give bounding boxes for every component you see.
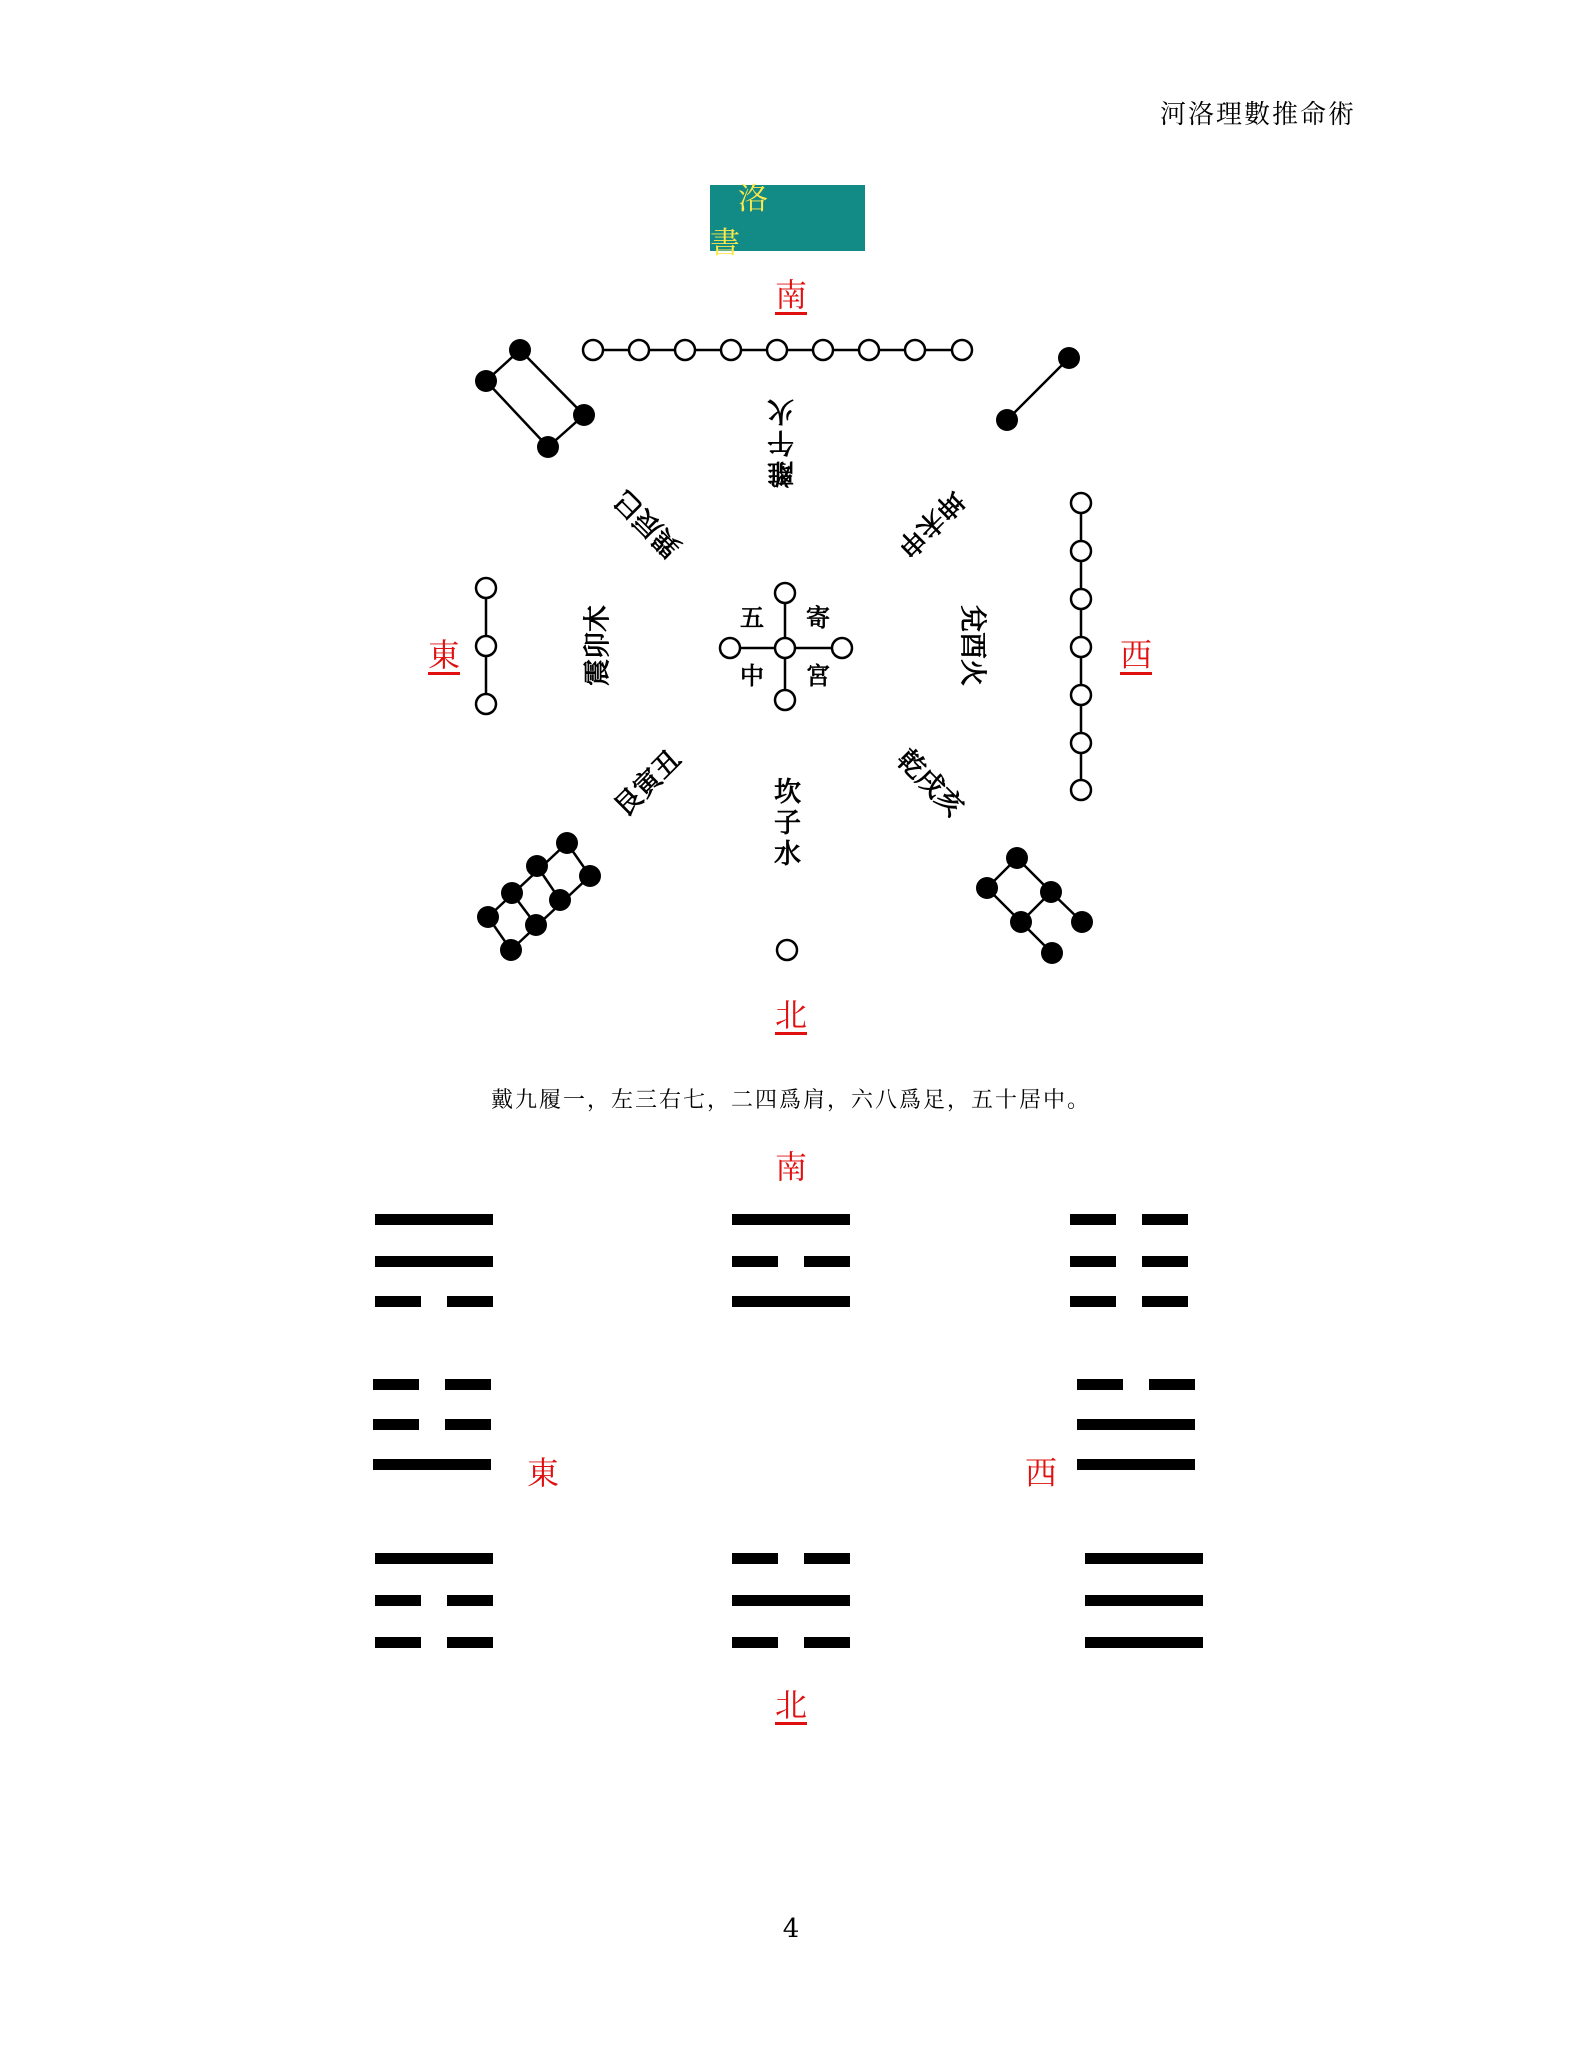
trigram-southwest bbox=[1070, 1214, 1188, 1307]
palace-southeast-label: 巽辰巳 bbox=[608, 483, 688, 564]
direction-south: 南 bbox=[775, 276, 808, 314]
trigram-direction-east: 東 bbox=[527, 1454, 560, 1492]
book-title: 河洛理數推命術 bbox=[1160, 100, 1357, 130]
caption: 戴九履一，左三右七，二四爲肩，六八爲足，五十居中。 bbox=[490, 1088, 1091, 1113]
center-char-gong: 宮 bbox=[806, 661, 830, 690]
trigram-northwest bbox=[1085, 1553, 1203, 1648]
palace-east-label: 震卯木 bbox=[582, 605, 614, 686]
trigram-direction-south: 南 bbox=[775, 1148, 808, 1186]
direction-west: 西 bbox=[1120, 636, 1153, 674]
direction-north: 北 bbox=[775, 996, 808, 1034]
figure-title: 洛 書 bbox=[710, 185, 865, 251]
palace-west-label: 兌酉火 bbox=[956, 605, 988, 686]
trigram-southeast bbox=[375, 1214, 493, 1307]
direction-east: 東 bbox=[428, 636, 461, 674]
trigram-south bbox=[732, 1214, 850, 1307]
trigram-northeast bbox=[375, 1553, 493, 1648]
center-char-ji: 寄 bbox=[806, 603, 830, 632]
trigram-direction-west: 西 bbox=[1025, 1454, 1058, 1492]
trigram-west bbox=[1077, 1379, 1195, 1470]
trigram-direction-north: 北 bbox=[775, 1686, 808, 1724]
center-char-wu: 五 bbox=[740, 603, 764, 632]
palace-north-label: 坎子水 bbox=[769, 777, 800, 870]
center-char-zhong: 中 bbox=[740, 661, 764, 690]
palace-northwest-label: 乾戌亥 bbox=[890, 743, 970, 824]
trigram-north bbox=[732, 1553, 850, 1648]
palace-northeast-label: 艮寅丑 bbox=[608, 743, 688, 824]
palace-southwest-label: 坤未申 bbox=[890, 483, 970, 564]
palace-south-label: 離午火 bbox=[768, 395, 799, 488]
trigram-east bbox=[373, 1379, 491, 1470]
page-number: 4 bbox=[782, 1914, 800, 1944]
